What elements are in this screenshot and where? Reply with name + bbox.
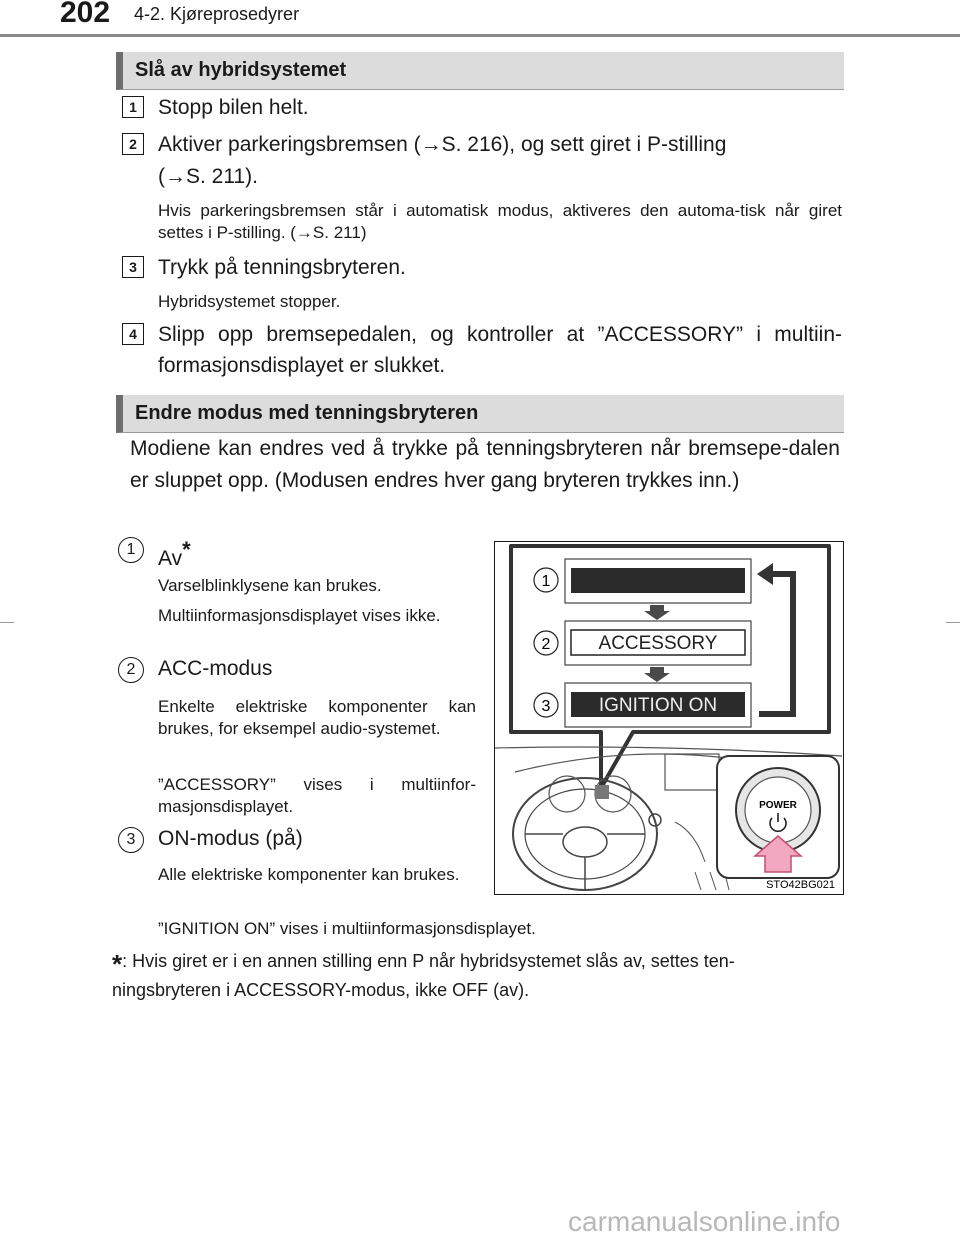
arrow-down-icon [644, 667, 670, 682]
mode-note: ”ACCESSORY” vises i multiinfor-masjonsdisplayet. [158, 775, 476, 816]
callout-number: 1 [541, 573, 551, 590]
mode-number: 3 [118, 827, 144, 853]
footnote-marker: * [182, 537, 191, 562]
figure-code: STO42BG021 [766, 879, 835, 891]
mode-note: Multiinformasjonsdisplayet vises ikke. [158, 606, 441, 625]
power-button-label: POWER [759, 800, 797, 811]
header-rule [0, 34, 960, 37]
callout-number: 2 [541, 636, 551, 653]
step-number: 1 [122, 96, 144, 118]
section-heading-bar [116, 52, 844, 90]
footnote-text: : Hvis giret er i en annen stilling enn P når hybridsystemet slås av, settes ten-ningsbryteren i ACCESSORY-modus, ikke OFF (av). [112, 951, 735, 1000]
section-title: Endre modus med tenningsbryteren [135, 402, 479, 424]
step-number: 2 [122, 133, 144, 155]
footnote-marker: * [112, 949, 123, 979]
arrow-down-icon [644, 605, 670, 620]
mode-note: Enkelte elektriske komponenter kan brukes, for eksempel audio-systemet. [158, 697, 476, 738]
center-screen [665, 754, 719, 790]
footnote [112, 948, 832, 1003]
display-screen-off [571, 568, 745, 593]
info-display [595, 785, 609, 799]
figure-illustration [495, 542, 842, 893]
callout-number: 3 [541, 698, 551, 715]
step-number: 3 [122, 256, 144, 278]
mode-number: 2 [118, 657, 144, 683]
accessory-label: ACCESSORY [598, 633, 718, 654]
section-heading-bar [116, 395, 844, 433]
mode-note: ”IGNITION ON” vises i multiinformasjonsdisplayet. [158, 919, 536, 938]
steering-hub [563, 827, 607, 857]
step-note: Hvis parkeringsbremsen står i automatisk modus, aktiveres den automa-tisk når giret settes i P-stilling. (→S. 211) [158, 201, 842, 242]
step-text: Stopp bilen helt. [158, 96, 309, 119]
section-intro: Modiene kan endres ved å trykke på tenningsbryteren når bremsepe-dalen er sluppet opp. (Modusen endres hver gang bryteren trykkes inn.) [130, 437, 840, 492]
step-text: Aktiver parkeringsbremsen (→S. 216), og sett giret i P-stilling [158, 133, 727, 156]
section-title: Slå av hybridsystemet [135, 59, 347, 81]
mode-title [158, 537, 191, 571]
page-number: 202 [60, 0, 111, 29]
mode-note: Alle elektriske komponenter kan brukes. [158, 865, 460, 884]
crop-mark [0, 622, 14, 623]
chapter-title: 4-2. Kjøreprosedyrer [134, 4, 300, 24]
mode-number: 1 [118, 537, 144, 563]
step-number: 4 [122, 323, 144, 345]
ignition-mode-figure [494, 541, 844, 895]
mode-title: ON-modus (på) [158, 827, 303, 850]
steering-spokes [525, 834, 645, 889]
watermark: carmanualsonline.info [568, 1206, 841, 1237]
step-text-continued: (→S. 211). [158, 165, 258, 188]
mode-note: Varselblinklysene kan brukes. [158, 576, 382, 595]
mode-title-text: Av [158, 547, 183, 570]
cycle-arrow-icon [759, 574, 793, 714]
ignition-label: IGNITION ON [598, 695, 718, 716]
step-note: Hybridsystemet stopper. [158, 292, 341, 311]
step-text: Trykk på tenningsbryteren. [158, 256, 406, 279]
cycle-arrow-head [757, 563, 773, 585]
step-text: Slipp opp bremsepedalen, og kontroller at ”ACCESSORY” i multiin-formasjonsdisplayet er slukket. [158, 323, 842, 377]
mode-title: ACC-modus [158, 657, 273, 680]
gauge [549, 776, 585, 812]
crop-mark [946, 622, 960, 623]
